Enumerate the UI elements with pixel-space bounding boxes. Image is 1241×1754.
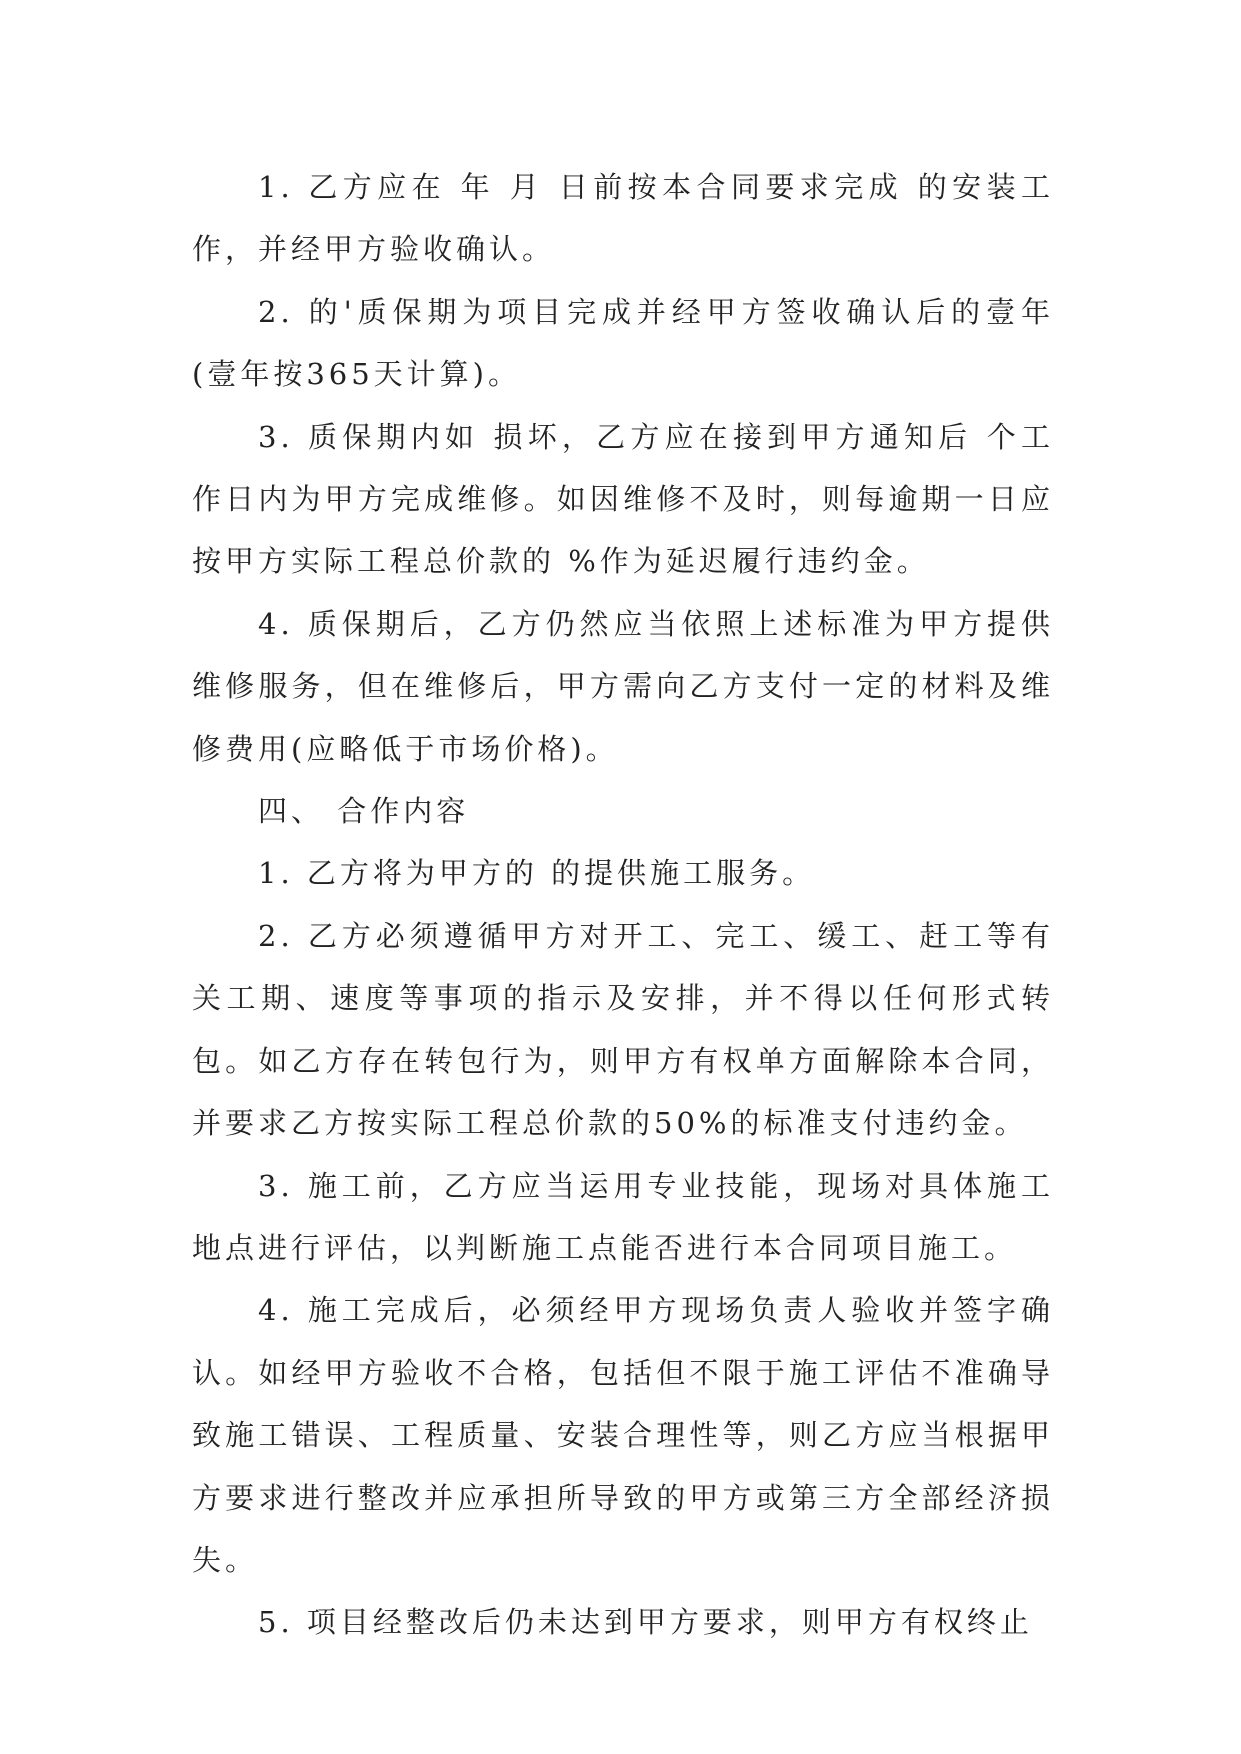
paragraph-section4-clause-2: 2. 乙方必须遵循甲方对开工、完工、缓工、赶工等有关工期、速度等事项的指示及安排，并不得以任何形式转包。如乙方存在转包行为，则甲方有权单方面解除本合同，并要求乙方按实际工程总价款的50%的标准支付违约金。 [192,918,1054,1141]
paragraph-section4-clause-1: 1. 乙方将为甲方的 的提供施工服务。 [258,856,816,891]
paragraph-clause-1-installation-deadline: 1. 乙方应在 年 月 日前按本合同要求完成 的安装工作，并经甲方验收确认。 [192,170,1054,267]
paragraph-section4-clause-4: 4. 施工完成后，必须经甲方现场负责人验收并签字确认。如经甲方验收不合格，包括但不限于施工评估不准确导致施工错误、工程质量、安装合理性等，则乙方应当根据甲方要求进行整改并应承担所导致的甲方或第三方全部经济损失。 [192,1293,1054,1577]
paragraph-clause-3-warranty-repair: 3. 质保期内如 损坏，乙方应在接到甲方通知后 个工作日内为甲方完成维修。如因维修不及时，则每逾期一日应按甲方实际工程总价款的 %作为延迟履行违约金。 [192,419,1054,579]
document-body [192,156,1054,1654]
paragraph-section4-clause-3: 3. 施工前，乙方应当运用专业技能，现场对具体施工地点进行评估，以判断施工点能否进行本合同项目施工。 [192,1168,1054,1265]
section-heading-cooperation: 四、 合作内容 [258,794,470,829]
paragraph-section4-clause-5: 5. 项目经整改后仍未达到甲方要求，则甲方有权终止 [258,1605,1033,1640]
paragraph-clause-2-warranty-period: 2. 的'质保期为项目完成并经甲方签收确认后的壹年(壹年按365天计算)。 [192,294,1054,392]
paragraph-clause-4-post-warranty: 4. 质保期后，乙方仍然应当依照上述标准为甲方提供维修服务，但在维修后，甲方需向乙方支付一定的材料及维修费用(应略低于市场价格)。 [192,606,1054,766]
